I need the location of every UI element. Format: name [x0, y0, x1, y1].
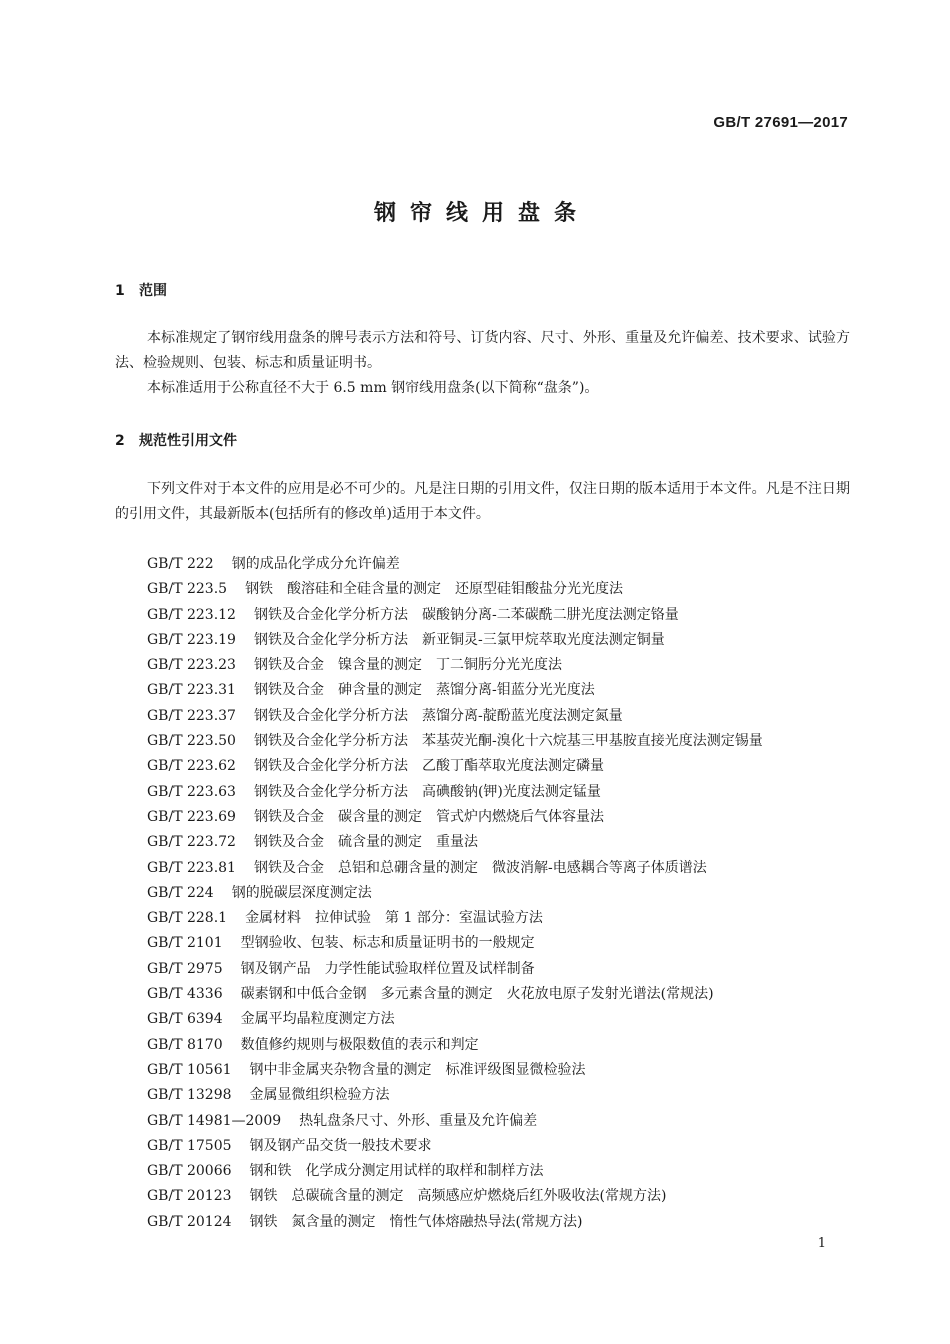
reference-code: GB/T 223.81 [147, 859, 236, 876]
reference-code: GB/T 223.12 [147, 606, 236, 623]
reference-title: 钢铁及合金 碳含量的测定 管式炉内燃烧后气体容量法 [253, 808, 604, 825]
reference-item [115, 830, 850, 855]
reference-code: GB/T 223.37 [147, 707, 236, 724]
reference-code: GB/T 8170 [147, 1036, 223, 1053]
reference-code: GB/T 10561 [147, 1061, 232, 1078]
reference-item [115, 957, 850, 982]
reference-title: 热轧盘条尺寸、外形、重量及允许偏差 [299, 1112, 538, 1129]
section-1-heading [115, 280, 167, 300]
section-1-title: 范围 [139, 283, 167, 299]
section-1-number: 1 [115, 283, 125, 299]
reference-title: 钢及钢产品交货一般技术要求 [249, 1137, 432, 1154]
section-1-paragraph-2: 本标准适用于公称直径不大于 6.5 mm 钢帘线用盘条(以下简称“盘条”)。 [147, 380, 599, 396]
reference-code: GB/T 13298 [147, 1087, 232, 1104]
reference-item [115, 603, 850, 628]
reference-title: 型钢验收、包装、标志和质量证明书的一般规定 [240, 935, 535, 952]
reference-item [115, 729, 850, 754]
reference-code: GB/T 223.19 [147, 631, 236, 648]
reference-code: GB/T 20066 [147, 1163, 232, 1180]
reference-item [115, 1109, 850, 1134]
reference-item [115, 805, 850, 830]
reference-title: 钢铁及合金化学分析方法 乙酸丁酯萃取光度法测定磷量 [253, 758, 604, 775]
reference-item [115, 1134, 850, 1159]
reference-title: 钢铁及合金化学分析方法 蒸馏分离-靛酚蓝光度法测定氮量 [253, 707, 623, 724]
reference-title: 数值修约规则与极限数值的表示和判定 [240, 1036, 479, 1053]
reference-item [115, 881, 850, 906]
reference-title: 碳素钢和中低合金钢 多元素含量的测定 火花放电原子发射光谱法(常规法) [240, 986, 714, 1003]
reference-item [115, 1007, 850, 1032]
reference-title: 金属平均晶粒度测定方法 [240, 1011, 395, 1028]
reference-code: GB/T 228.1 [147, 910, 228, 927]
reference-code: GB/T 4336 [147, 986, 223, 1003]
reference-title: 钢的成品化学成分允许偏差 [231, 556, 400, 572]
reference-item [115, 780, 850, 805]
reference-item [115, 1058, 850, 1083]
document-title: 钢帘线用盘条 [373, 201, 590, 226]
reference-title: 金属材料 拉伸试验 第 1 部分：室温试验方法 [245, 910, 543, 927]
reference-title: 钢铁及合金 硫含量的测定 重量法 [253, 834, 478, 851]
reference-item [115, 552, 850, 577]
reference-item [115, 1033, 850, 1058]
reference-title: 钢铁及合金化学分析方法 碳酸钠分离-二苯碳酰二肼光度法测定铬量 [253, 606, 679, 623]
normative-references-list [115, 552, 850, 1235]
reference-item [115, 1083, 850, 1108]
reference-item [115, 1184, 850, 1209]
page-number: 1 [817, 1236, 826, 1251]
reference-code: GB/T 2101 [147, 935, 223, 952]
reference-item [115, 931, 850, 956]
reference-title: 钢铁及合金 砷含量的测定 蒸馏分离-钼蓝分光光度法 [253, 682, 595, 699]
standard-code: GB/T 27691—2017 [713, 114, 848, 131]
reference-item [115, 1159, 850, 1184]
reference-code: GB/T 20123 [147, 1188, 232, 1205]
reference-title: 钢铁 酸溶硅和全硅含量的测定 还原型硅钼酸盐分光光度法 [245, 581, 624, 598]
reference-item [115, 628, 850, 653]
reference-title: 金属显微组织检验方法 [249, 1087, 390, 1104]
reference-title: 钢铁及合金 总铝和总硼含量的测定 微波消解-电感耦合等离子体质谱法 [253, 859, 707, 876]
reference-item [115, 678, 850, 703]
section-2-paragraph-1: 下列文件对于本文件的应用是必不可少的。凡是注日期的引用文件，仅注日期的版本适用于本文件。凡是不注日期的引用文件，其最新版本(包括所有的修改单)适用于本文件。 [115, 481, 850, 523]
reference-code: GB/T 223.63 [147, 783, 236, 800]
reference-item [115, 856, 850, 881]
reference-item [115, 1210, 850, 1235]
reference-code: GB/T 14981—2009 [147, 1112, 282, 1129]
section-1-paragraph-1: 本标准规定了钢帘线用盘条的牌号表示方法和符号、订货内容、尺寸、外形、重量及允许偏差、技术要求、试验方法、检验规则、包装、标志和质量证明书。 [115, 330, 850, 372]
reference-title: 钢和铁 化学成分测定用试样的取样和制样方法 [249, 1163, 544, 1180]
reference-item [115, 754, 850, 779]
reference-code: GB/T 223.31 [147, 682, 236, 699]
reference-title: 钢铁 总碳硫含量的测定 高频感应炉燃烧后红外吸收法(常规方法) [249, 1188, 667, 1205]
reference-title: 钢铁 氮含量的测定 惰性气体熔融热导法(常规方法) [249, 1213, 583, 1230]
section-2-number: 2 [115, 433, 125, 449]
reference-code: GB/T 223.5 [147, 581, 228, 598]
reference-title: 钢中非金属夹杂物含量的测定 标准评级图显微检验法 [249, 1061, 586, 1078]
reference-item [115, 704, 850, 729]
reference-code: GB/T 223.69 [147, 808, 236, 825]
reference-code: GB/T 17505 [147, 1137, 232, 1154]
reference-item [115, 982, 850, 1007]
reference-title: 钢铁及合金化学分析方法 高碘酸钠(钾)光度法测定锰量 [253, 783, 601, 800]
reference-title: 钢铁及合金化学分析方法 苯基荧光酮-溴化十六烷基三甲基胺直接光度法测定锡量 [253, 733, 763, 750]
reference-title: 钢及钢产品 力学性能试验取样位置及试样制备 [240, 960, 535, 977]
reference-code: GB/T 223.23 [147, 657, 236, 674]
reference-code: GB/T 2975 [147, 960, 223, 977]
reference-title: 钢的脱碳层深度测定法 [231, 884, 372, 901]
reference-item [115, 577, 850, 602]
reference-title: 钢铁及合金 镍含量的测定 丁二铜肟分光光度法 [253, 657, 562, 674]
reference-code: GB/T 224 [147, 884, 214, 901]
reference-title: 钢铁及合金化学分析方法 新亚铜灵-三氯甲烷萃取光度法测定铜量 [253, 631, 665, 648]
section-2-title: 规范性引用文件 [139, 433, 237, 449]
reference-code: GB/T 223.72 [147, 834, 236, 851]
reference-code: GB/T 222 [147, 556, 214, 572]
reference-code: GB/T 223.50 [147, 733, 236, 750]
reference-item [115, 653, 850, 678]
reference-code: GB/T 223.62 [147, 758, 236, 775]
reference-code: GB/T 20124 [147, 1213, 232, 1230]
section-2-heading [115, 430, 237, 450]
reference-code: GB/T 6394 [147, 1011, 223, 1028]
reference-item [115, 906, 850, 931]
